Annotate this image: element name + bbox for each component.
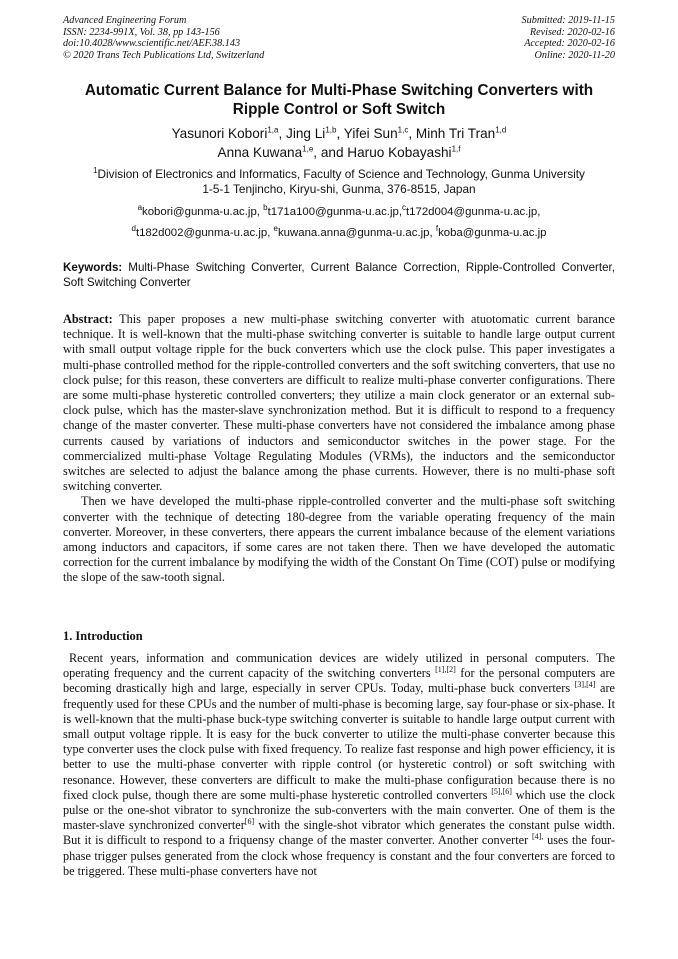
email-mark: c	[402, 203, 406, 213]
author-affil-mark: 1,e	[302, 144, 314, 154]
doi-line[interactable]: doi:10.4028/www.scientific.net/AEF.38.143	[63, 38, 241, 50]
author-name: Yifei Sun	[343, 126, 398, 141]
citation[interactable]: [1],[2]	[435, 665, 456, 675]
abstract-paragraph	[63, 312, 615, 494]
author-name: Anna Kuwana	[217, 145, 303, 160]
affiliation-mark: 1	[93, 166, 98, 176]
publication-dates	[522, 15, 615, 61]
email-mark: a	[137, 203, 143, 213]
intro-text: for the personal computers are becoming drastically high and large, especially in server CPUs. Today, multi-phase buck converters	[63, 666, 615, 696]
email-address[interactable]: kuwana.anna@gunma-u.ac.jp,	[277, 227, 436, 239]
author-affil-mark: 1,b	[325, 125, 337, 135]
journal-name: Advanced Engineering Forum	[63, 15, 187, 26]
email-line	[60, 226, 618, 240]
author-affil-mark: 1,c	[397, 125, 409, 135]
intro-text: which use the clock pulse or the one-shot vibrator to synchronize the sub-converters with the main converter. One of them is the master-slave synchronized converter	[63, 787, 615, 833]
intro-text: Recent years, information and communication devices are widely utilized in personal computers. The operating frequency and the current capacity of the switching converters	[63, 651, 615, 681]
email-address[interactable]: t172d004@gunma-u.ac.jp,	[406, 206, 541, 218]
affiliation-line: Division of Electronics and Informatics, Faculty of Science and Technology, Gunma University	[97, 167, 585, 181]
author-separator: ,	[278, 126, 287, 141]
author-name: Yasunori Kobori	[171, 126, 268, 141]
citation[interactable]: [5],[6]	[491, 786, 512, 796]
abstract-block	[63, 312, 615, 586]
author-name: Minh Tri Tran	[415, 126, 496, 141]
author-affil-mark: 1,a	[267, 125, 279, 135]
intro-text: uses the four-phase trigger pulses generated from the clock whose frequency is constant and the four converters are forced to be triggered. These multi-phase converters have not	[63, 833, 615, 878]
keywords-label: Keywords:	[63, 261, 123, 274]
email-address[interactable]: koba@gunma-u.ac.jp	[438, 227, 547, 239]
citation[interactable]: [3],[4]	[574, 680, 596, 690]
email-line	[60, 205, 618, 219]
email-mark: e	[273, 224, 278, 234]
abstract-text: This paper proposes a new multi-phase switching converter with atuotomatic current barance technique. It is well-known that the multi-phase switching converter is suitable to handle large output current with small output voltage ripple for the buck converters which use the clock pulse. This paper investigates a multi-phase controlled method for the ripple-controlled converters and the soft switching converters, that use no clock pulse; for this reason, these converters are difficult to realize multi-phase converter configurations. There are some multi-phase hysteretic controlled converters; they utilize a main clock generator or an external sub-clock pulse, which has the master-slave synchronization method. But it is difficult to respond to a frequency change of the master converter. These multi-phase converters have not considered the imbalance among phase currents caused by variations of inductors and semiconductor switches in the power stage. For the commercialized multi-phase Voltage Regulating Modules (VRMs), the inductors and the semiconductor switches are selected to adjust the balance among the phase currents. However, there is no multi-phase soft switching converter.	[63, 312, 615, 494]
affiliation	[60, 167, 618, 197]
online-date: Online: 2020-11-20	[534, 49, 615, 61]
author-affil-mark: 1,d	[495, 125, 507, 135]
author-separator: ,	[336, 126, 344, 141]
accepted-date: Accepted: 2020-02-16	[524, 38, 615, 50]
email-address[interactable]: kobori@gunma-u.ac.jp,	[142, 206, 264, 218]
intro-text: with the single-shot vibrator which generates the constant pulse width. But it is difficult to respond to a friquensy change of the master converter. Another converter	[63, 818, 615, 848]
affiliation-address: 1-5-1 Tenjincho, Kiryu-shi, Gunma, 376-8515, Japan	[202, 182, 476, 196]
author-name: Jing Li	[286, 126, 326, 141]
abstract-paragraph: Then we have developed the multi-phase ripple-controlled converter and the multi-phase soft switching converter with the technique of detecting 180-degree from the variable operating frequency of the main converter. Moreover, in these converters, there appears the current imbalance because of the element variations among inductors and capacitors, if some cares are not taken there. Then we have developed the automatic correction for the current imbalance by modifying the width of the Constant On Time (COT) pulse or modifying the slope of the saw-tooth signal.	[63, 494, 615, 585]
author-separator: , and	[313, 145, 348, 160]
email-mark: d	[131, 224, 136, 234]
author-affil-mark: 1,f	[451, 144, 461, 154]
introduction-paragraph	[63, 651, 615, 879]
citation[interactable]: [4],	[531, 832, 544, 842]
email-mark: b	[263, 203, 268, 213]
issn-line: ISSN: 2234-991X, Vol. 38, pp 143-156	[63, 26, 220, 38]
keywords-text: Multi-Phase Switching Converter, Current Balance Correction, Ripple-Controlled Converter, Soft Switching Converter	[63, 261, 615, 289]
abstract-label: Abstract:	[63, 312, 113, 326]
email-address[interactable]: t171a100@gunma-u.ac.jp,	[267, 206, 402, 218]
introduction-body	[63, 651, 615, 879]
author-list	[60, 124, 618, 162]
section-heading: 1. Introduction	[63, 629, 143, 643]
intro-text: are frequently used for these CPUs and the number of multi-phase is becoming large, say four-phase or six-phase. It is well-known that the multi-phase buck-type switching converter is suitable to handle large output current with small output voltage ripple. It is easy for the buck converter to utilize the multi-phase converter because this type converter uses the clock pulse with fixed frequency. To realize fast response and high power efficiency, it is better to use the multi-phase converter with ripple control (or hysteretic control) or soft switching with resonance. However, these converters are difficult to make the multi-phase configuration because there is no fixed clock pulse, though there are some multi-phase hysteretic controlled converters	[63, 681, 615, 802]
author-separator: ,	[408, 126, 416, 141]
submitted-date: Submitted: 2019-11-15	[521, 15, 615, 26]
copyright-line: © 2020 Trans Tech Publications Ltd, Switzerland	[63, 49, 265, 61]
journal-info	[63, 15, 264, 61]
email-mark: f	[435, 224, 439, 234]
author-name: Haruo Kobayashi	[347, 145, 452, 160]
paper-title: Automatic Current Balance for Multi-Phase Switching Converters with Ripple Control or Soft Switch	[84, 82, 594, 118]
email-address[interactable]: t182d002@gunma-u.ac.jp,	[135, 227, 274, 239]
revised-date: Revised: 2020-02-16	[529, 26, 615, 38]
keywords-block	[63, 261, 615, 290]
citation[interactable]: [6]	[244, 817, 255, 827]
